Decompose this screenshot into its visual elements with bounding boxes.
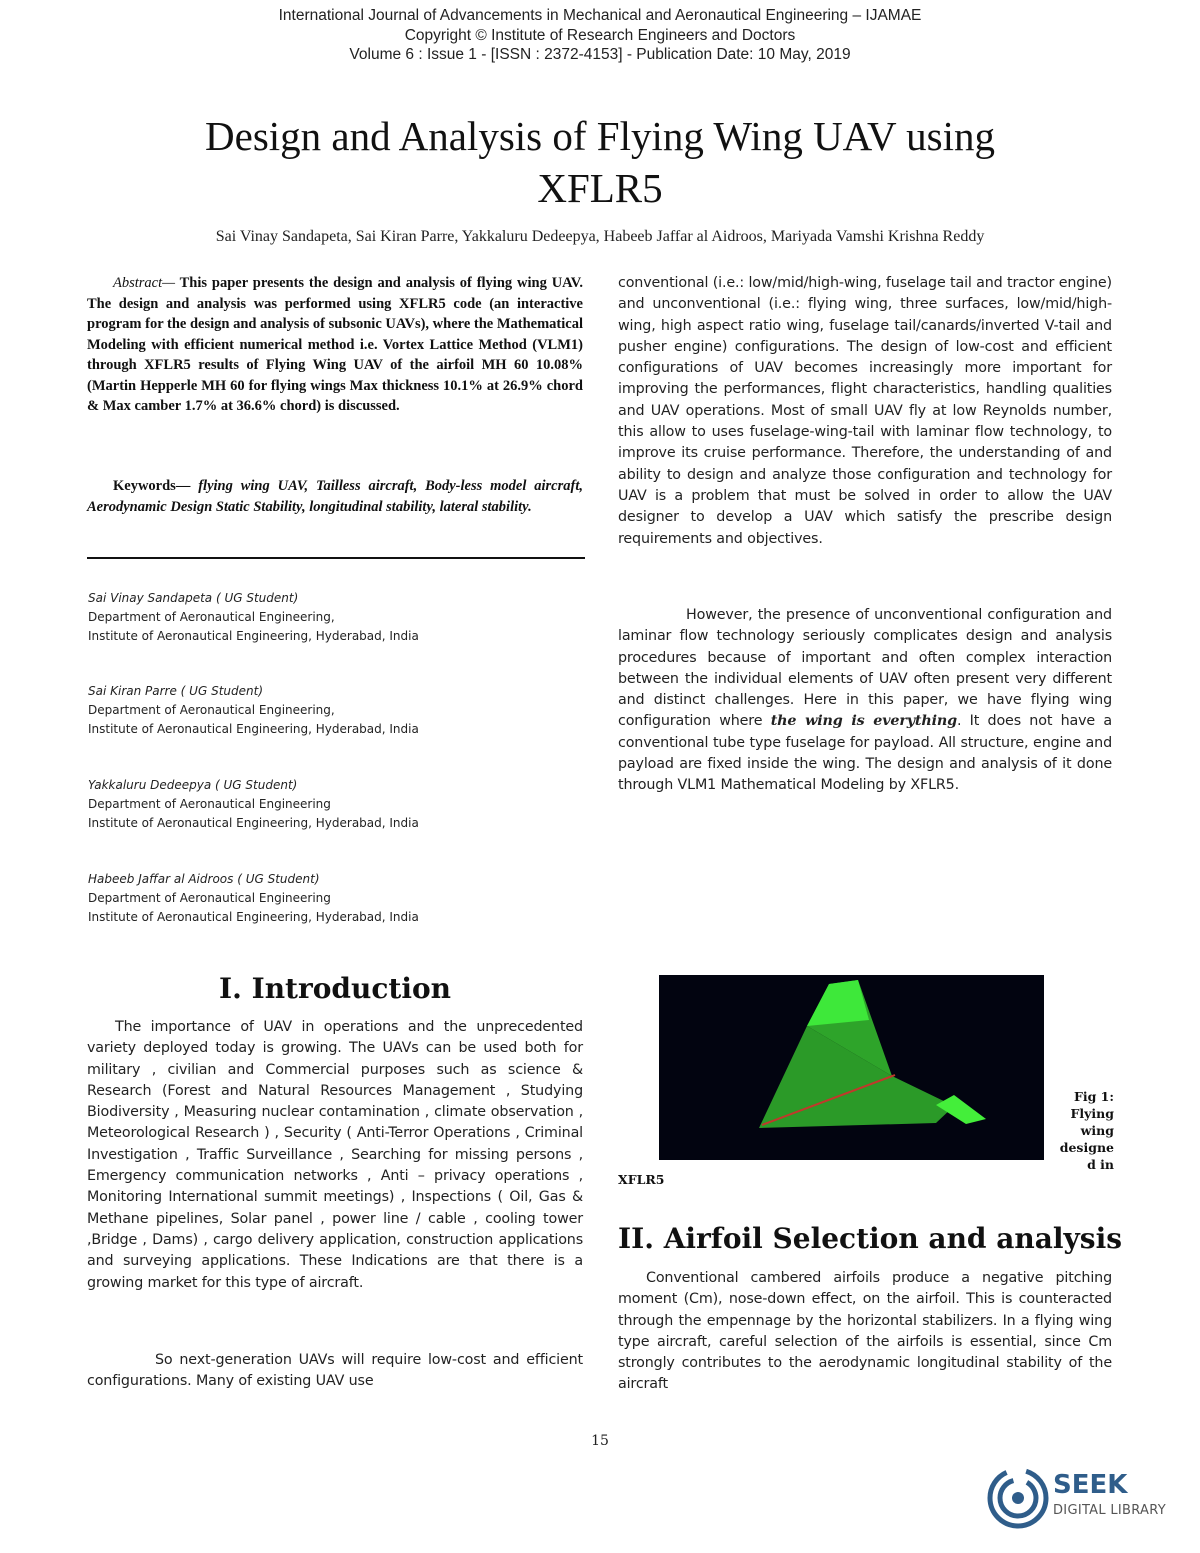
section-divider [87, 557, 585, 559]
emphasis-text: the wing is everything [770, 713, 957, 730]
volume-line: Volume 6 : Issue 1 - [ISSN : 2372-4153] - Publication Date: 10 May, 2019 [349, 46, 851, 63]
section-heading-introduction: I. Introduction [219, 972, 451, 1005]
section-heading-airfoil: II. Airfoil Selection and analysis [618, 1222, 1122, 1255]
keywords [87, 476, 583, 517]
figure-caption-tail: XFLR5 [618, 1172, 665, 1187]
abstract-label: Abstract— [113, 275, 176, 291]
author-list: Sai Vinay Sandapeta, Sai Kiran Parre, Yakkaluru Dedeepya, Habeeb Jaffar al Aidroos, Mariyada Vamshi Krishna Reddy [215, 228, 985, 245]
title-line-1: Design and Analysis of Flying Wing UAV using [205, 113, 995, 159]
abstract [87, 273, 583, 417]
affiliation-3 [88, 776, 558, 833]
affiliation-dept: Department of Aeronautical Engineering [88, 891, 331, 905]
keywords-text: flying wing UAV, Tailless aircraft, Body-less model aircraft, Aerodynamic Design Static Stability, longitudinal stability, lateral stability. [87, 478, 583, 515]
title-line-2: XFLR5 [537, 165, 663, 211]
body-paragraph [618, 1268, 1112, 1396]
affiliation-4 [88, 870, 558, 927]
paragraph-text: The importance of UAV in operations and the unprecedented variety deployed today is growing. The UAVs can be used both for military , civilian and Commercial purposes such as science & Research (Forest and Natural Resources Management , Studying Biodiversity , Measuring nuclear contamination , climate observation , Meteorological Research ) , Security ( Anti-Terror Operations , Criminal Investigation , Traffic Surveillance , Searching for missing persons , Emergency communication networks , Anti – privacy operations , Monitoring International summit meetings) , Inspections ( Oil, Gas & Methane pipelines, Solar panel , power line / cable , cooling tower ,Bridge , Dams) , cargo delivery application, construction applications and surveying applications. These Indications are that there is a growing market for this type of aircraft. [87, 1019, 583, 1291]
caption-line: designe [1059, 1140, 1114, 1155]
abstract-text: This paper presents the design and analysis of flying wing UAV. The design and analysis was performed using XFLR5 code (an interactive program for the design and analysis of subsonic UAVs), where the Mathematical Modeling with efficient numerical method i.e. Vortex Lattice Method (VLM1) through XFLR5 results of Flying Wing UAV of the airfoil MH 60 10.08% (Martin Hepperle MH 60 for flying wings Max thickness 10.1% at 26.9% chord & Max camber 1.7% at 36.6% chord) is discussed. [87, 275, 583, 414]
affiliation-name: Habeeb Jaffar al Aidroos ( UG Student) [88, 872, 320, 886]
affiliation-inst: Institute of Aeronautical Engineering, Hyderabad, India [88, 722, 419, 736]
keywords-label: Keywords— [113, 478, 191, 494]
flying-wing-render [659, 975, 1044, 1160]
body-paragraph [87, 1017, 583, 1294]
page-number: 15 [591, 1433, 609, 1449]
journal-header [0, 6, 1200, 65]
affiliation-dept: Department of Aeronautical Engineering [88, 797, 331, 811]
paragraph-text: So next-generation UAVs will require low-cost and efficient configurations. Many of existing UAV use [87, 1352, 583, 1390]
body-paragraph [618, 273, 1112, 550]
affiliation-inst: Institute of Aeronautical Engineering, Hyderabad, India [88, 910, 419, 924]
paper-title [60, 110, 1140, 214]
logo-word-seek: SEEK [1053, 1470, 1128, 1500]
paragraph-text: conventional (i.e.: low/mid/high-wing, fuselage tail and tractor engine) and unconventional (i.e.: flying wing, three surfaces, low/mid/high-wing, high aspect ratio wing, fuselage tail/canards/inverted V-tail and pusher engine) configurations. The design of low-cost and efficient configurations of UAV becomes increasingly more important for improving the performances, flight characteristics, handling qualities and UAV operations. Most of small UAV fly at low Reynolds number, this allow to uses fuselage-wing-tail with laminar flow technology, to improve its cruise performance. Therefore, the understanding of and ability to design and analyze those configuration and technology for UAV is a problem that must be solved in order to allow the UAV designer to develop a UAV which satisfy the prescribe design requirements and objectives. [618, 275, 1112, 547]
body-paragraph [618, 605, 1112, 797]
affiliation-dept: Department of Aeronautical Engineering, [88, 610, 335, 624]
affiliation-1 [88, 589, 558, 646]
caption-line: Flying [1070, 1106, 1114, 1121]
caption-line: d in [1087, 1157, 1114, 1172]
figure-flying-wing [659, 975, 1044, 1160]
affiliation-inst: Institute of Aeronautical Engineering, Hyderabad, India [88, 816, 419, 830]
affiliation-2 [88, 682, 558, 739]
affiliation-dept: Department of Aeronautical Engineering, [88, 703, 335, 717]
logo-dot [1012, 1492, 1024, 1504]
logo-word-library: DIGITAL LIBRARY [1053, 1503, 1166, 1518]
paragraph-text: Conventional cambered airfoils produce a negative pitching moment (Cm), nose-down effect, on the airfoil. This is counteracted through the empennage by the horizontal stabilizers. In a flying wing type aircraft, careful selection of the airfoils is essential, since Cm strongly contributes to the aerodynamic longitudinal stability of the aircraft [618, 1270, 1112, 1393]
copyright-line: Copyright © Institute of Research Engineers and Doctors [404, 26, 796, 44]
body-paragraph [87, 1350, 583, 1393]
paragraph-text: However, the presence of unconventional configuration and laminar flow technology seriously complicates design and analysis procedures because of important and often complex interaction between the individual elements of UAV often present very different and distinct challenges. Here in this paper, we have flying wing configuration where [618, 607, 1112, 730]
figure-caption [1058, 1088, 1114, 1173]
caption-line: Fig 1: [1073, 1089, 1114, 1104]
wing-tip-highlight [807, 980, 869, 1026]
paragraph-text: . It does not have a conventional tube type fuselage for payload. All structure, engine and payload are fixed inside the wing. The design and analysis of it done through VLM1 Mathematical Modeling by XFLR5. [618, 713, 1112, 794]
affiliation-inst: Institute of Aeronautical Engineering, Hyderabad, India [88, 629, 419, 643]
affiliation-name: Sai Kiran Parre ( UG Student) [88, 684, 263, 698]
caption-line: wing [1080, 1123, 1114, 1138]
journal-name: International Journal of Advancements in Mechanical and Aeronautical Engineering – IJAMAE [278, 7, 922, 24]
wing-root-highlight [936, 1095, 986, 1124]
affiliation-name: Yakkaluru Dedeepya ( UG Student) [88, 778, 298, 792]
affiliation-name: Sai Vinay Sandapeta ( UG Student) [88, 591, 299, 605]
